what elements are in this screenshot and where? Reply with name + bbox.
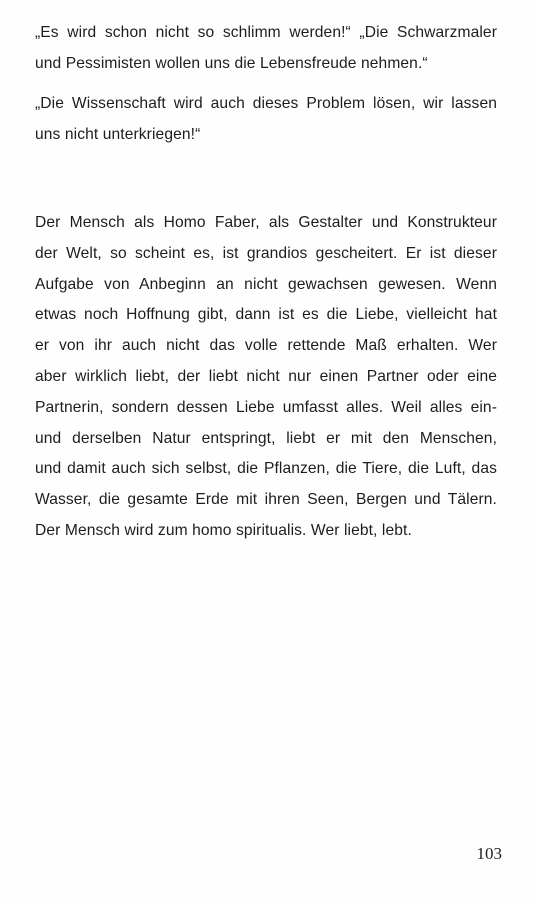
quote-paragraph-2 bbox=[35, 89, 497, 151]
text-line: Der Mensch als Homo Faber, als Gestalter und Konstrukteur bbox=[35, 214, 497, 231]
text-line: „Die Wissenschaft wird auch dieses Problem lösen, wir lassen bbox=[35, 95, 497, 112]
text-line: Partnerin, sondern dessen Liebe umfasst alles. Weil alles ein- bbox=[35, 398, 497, 416]
quote-paragraph-1 bbox=[35, 18, 497, 80]
text-line: der Welt, so scheint es, ist grandios gescheitert. Er ist dieser bbox=[35, 244, 497, 262]
body-paragraph bbox=[35, 208, 497, 547]
text-line: „Es wird schon nicht so schlimm werden!“ „Die Schwarzmaler bbox=[35, 24, 497, 41]
text-line: Aufgabe von Anbeginn an nicht gewachsen gewesen. Wenn bbox=[35, 275, 497, 293]
text-line: aber wirklich liebt, der liebt nicht nur einen Partner oder eine bbox=[35, 367, 497, 385]
text-line: uns nicht unterkriegen!“ bbox=[35, 125, 201, 143]
page-number: 103 bbox=[476, 844, 502, 863]
text-line: und derselben Natur entspringt, liebt er mit den Menschen, bbox=[35, 429, 497, 447]
text-line: und Pessimisten wollen uns die Lebensfreude nehmen.“ bbox=[35, 54, 428, 72]
text-line: Wasser, die gesamte Erde mit ihren Seen, Bergen und Tälern. bbox=[35, 491, 497, 509]
text-line: und damit auch sich selbst, die Pflanzen, die Tiere, die Luft, das bbox=[35, 460, 497, 478]
text-line: etwas noch Hoffnung gibt, dann ist es die Liebe, vielleicht hat bbox=[35, 306, 497, 324]
text-line: er von ihr auch nicht das volle rettende Maß erhalten. Wer bbox=[35, 337, 497, 355]
text-line: Der Mensch wird zum homo spiritualis. Wer liebt, lebt. bbox=[35, 521, 412, 539]
